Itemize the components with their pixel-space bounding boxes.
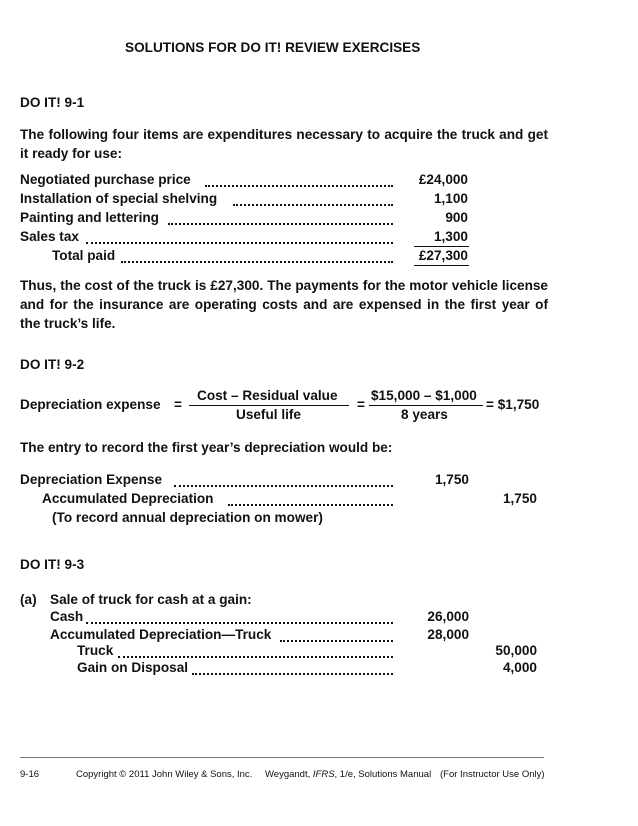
leader-dots bbox=[205, 185, 393, 187]
credit-account: Accumulated Depreciation bbox=[42, 491, 214, 506]
cost-item-amount: 1,300 bbox=[433, 229, 468, 244]
formula-result: = $1,750 bbox=[486, 397, 540, 412]
debit-amount: 28,000 bbox=[427, 627, 469, 642]
total-label: Total paid bbox=[52, 248, 116, 263]
leader-dots bbox=[118, 656, 393, 658]
leader-dots bbox=[121, 261, 393, 263]
part-title: Sale of truck for cash at a gain: bbox=[50, 592, 252, 607]
equals-sign: = bbox=[174, 397, 182, 412]
cost-item-label: Sales tax bbox=[20, 229, 79, 244]
cost-item-amount: £24,000 bbox=[418, 172, 468, 187]
fraction-numerator: Cost – Residual value bbox=[197, 388, 338, 403]
total-underline bbox=[414, 265, 469, 266]
fraction-numerator: $15,000 – $1,000 bbox=[371, 388, 477, 403]
equals-sign: = bbox=[357, 397, 365, 412]
leader-dots bbox=[86, 622, 393, 624]
credit-amount: 50,000 bbox=[495, 643, 537, 658]
book-title: IFRS bbox=[312, 769, 335, 780]
cost-item-amount: 900 bbox=[445, 210, 468, 225]
entry-intro: The entry to record the first year’s depreciation would be: bbox=[20, 440, 393, 455]
book-edition: , 1/e, Solutions Manual bbox=[334, 769, 432, 780]
section-heading-9-2: DO IT! 9-2 bbox=[20, 357, 85, 372]
usage-note: (For Instructor Use Only) bbox=[440, 769, 545, 780]
leader-dots bbox=[174, 485, 393, 487]
leader-dots bbox=[86, 242, 393, 244]
leader-dots bbox=[228, 504, 393, 506]
page-title: SOLUTIONS FOR DO IT! REVIEW EXERCISES bbox=[125, 40, 421, 55]
debit-account: Accumulated Depreciation—Truck bbox=[50, 627, 272, 642]
leader-dots bbox=[233, 204, 393, 206]
page-number: 9-16 bbox=[20, 769, 40, 780]
cost-item-label: Negotiated purchase price bbox=[20, 172, 191, 187]
cost-item-amount: 1,100 bbox=[433, 191, 468, 206]
section-9-1-intro: The following four items are expenditures necessary to acquire the truck and get it ready for use: bbox=[20, 127, 548, 161]
cost-item-label: Installation of special shelving bbox=[20, 191, 218, 206]
book-citation bbox=[265, 769, 431, 780]
fraction-bar bbox=[189, 405, 349, 406]
debit-amount: 1,750 bbox=[434, 472, 469, 487]
total-amount: £27,300 bbox=[418, 248, 468, 263]
book-author: Weygandt, bbox=[265, 769, 313, 780]
fraction-denominator: Useful life bbox=[236, 407, 301, 422]
credit-amount: 4,000 bbox=[502, 660, 537, 675]
credit-account: Truck bbox=[77, 643, 114, 658]
fraction-bar bbox=[369, 405, 483, 406]
section-heading-9-3: DO IT! 9-3 bbox=[20, 557, 85, 572]
credit-amount: 1,750 bbox=[502, 491, 537, 506]
leader-dots bbox=[192, 673, 393, 675]
leader-dots bbox=[168, 223, 393, 225]
formula-label: Depreciation expense bbox=[20, 397, 161, 412]
copyright: Copyright © 2011 John Wiley & Sons, Inc. bbox=[76, 769, 253, 780]
debit-account: Depreciation Expense bbox=[20, 472, 163, 487]
cost-item-label: Painting and lettering bbox=[20, 210, 159, 225]
leader-dots bbox=[280, 640, 393, 642]
section-heading-9-1: DO IT! 9-1 bbox=[20, 95, 85, 110]
debit-account: Cash bbox=[50, 609, 84, 624]
entry-explanation: (To record annual depreciation on mower) bbox=[52, 510, 323, 525]
section-9-1-conclusion: Thus, the cost of the truck is £27,300. The payments for the motor vehicle license and for the insurance are operating costs and are expensed in the first year of the truck’s life. bbox=[20, 278, 548, 331]
credit-account: Gain on Disposal bbox=[77, 660, 189, 675]
debit-amount: 26,000 bbox=[427, 609, 469, 624]
footer-rule bbox=[20, 757, 544, 758]
fraction-denominator: 8 years bbox=[401, 407, 448, 422]
subtotal-rule bbox=[414, 246, 469, 247]
part-label: (a) bbox=[20, 592, 37, 607]
